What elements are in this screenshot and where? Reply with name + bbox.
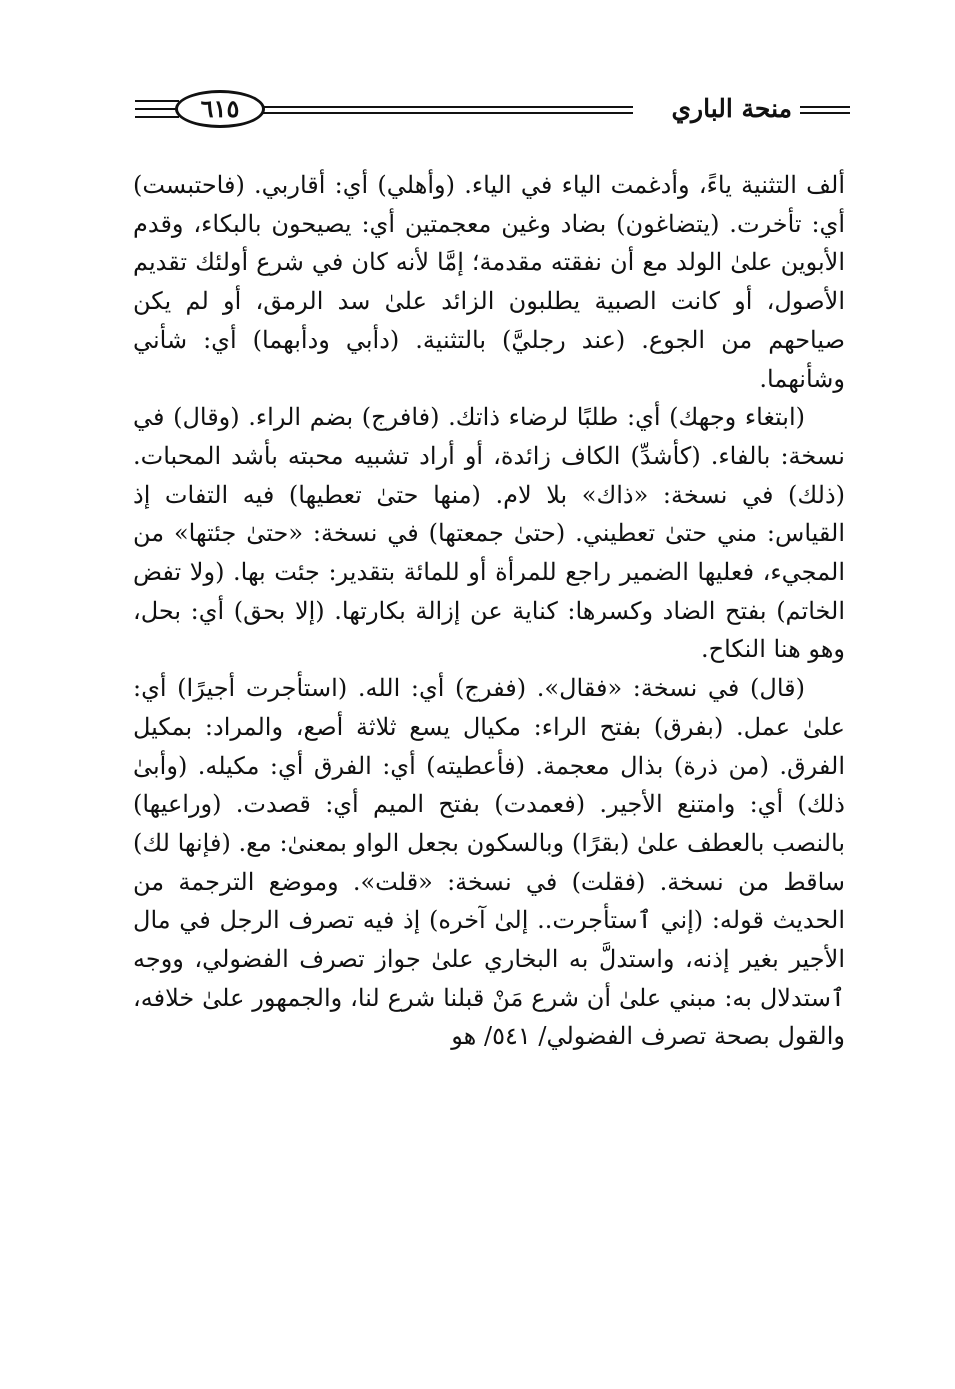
- paragraph-1: ألف التثنية ياءً، وأدغمت الياء في الياء. (وأهلي) أي: أقاربي. (فاحتبست) أي: تأخرت. (يتضاغون) بضاد وغين معجمتين أي: يصيحون بالبكاء، وقدم الأبوين علىٰ الولد مع أن نفقته مقدمة؛ إمَّا لأنه كان في شرع أولئك تقديم الأصول، أو كانت الصبية يطلبون الزائد علىٰ سد الرمق، أو لم يكن صياحهم من الجوع. (عند رجليَّ) بالتثنية. (دأبي ودأبهما) أي: شأني وشأنهما.: [133, 171, 845, 393]
- page-number: ٦١٥: [175, 90, 265, 128]
- book-title: منحة الباري: [671, 94, 792, 123]
- header-rule-left-middle: [135, 108, 179, 110]
- body-text: [133, 166, 845, 1056]
- paragraph-2: (ابتغاء وجهك) أي: طلبًا لرضاء ذاتك. (فافرج) بضم الراء. (وقال) في نسخة: بالفاء. (كأشدِّ) الكاف زائدة، أو أراد تشبيه محبته بأشد المحبات. (ذلك) في نسخة: «ذاك» بلا لام. (منها حتىٰ تعطيها) فيه التفات إذ القياس: مني حتىٰ تعطيني. (حتىٰ جمعتها) في نسخة: «حتىٰ جئتها» من المجيء، فعليها الضمير راجع للمرأة أو للمائة بتقدير: جئت بها. (ولا تفض الخاتم) بفتح الضاد وكسرها: كناية عن إزالة بكارتها. (إلا بحق) أي: بحل، وهو هنا النكاح.: [133, 403, 845, 664]
- header-rule-left-bottom: [135, 116, 179, 118]
- header-rule-right-bottom: [800, 112, 850, 114]
- header-rule-right-top: [800, 106, 850, 108]
- header-rule-left-top: [135, 100, 179, 102]
- header-rule-middle-bottom: [263, 112, 633, 114]
- page-header: [135, 88, 850, 138]
- header-rule-middle-top: [263, 106, 633, 108]
- paragraph-3: (قال) في نسخة: «فقال». (ففرج) أي: الله. (استأجرت أجيرًا) أي: علىٰ عمل. (بفرق) بفتح الراء: مكيال يسع ثلاثة أصع، والمراد: بمكيل الفرق. (من ذرة) بذال معجمة. (فأعطيته) أي: الفرق أي: مكيله. (وأبىٰ ذلك) أي: وامتنع الأجير. (فعمدت) بفتح الميم أي: قصدت. (وراعيها) بالنصب بالعطف علىٰ (بقرًا) وبالسكون بجعل الواو بمعنىٰ: مع. (فإنها لك) ساقط من نسخة. (فقلت) في نسخة: «قلت». وموضع الترجمة من الحديث قوله: (إني ٱستأجرت.. إلىٰ آخره) إذ فيه تصرف الرجل في مال الأجير بغير إذنه، واستدلَّ به البخاري علىٰ جواز تصرف الفضولي، ووجه ٱستدلال به: مبني علىٰ أن شرع مَنْ قبلنا شرع لنا، والجمهور علىٰ خلافه، والقول بصحة تصرف الفضولي/ ٥٤١/ هو: [133, 674, 846, 1051]
